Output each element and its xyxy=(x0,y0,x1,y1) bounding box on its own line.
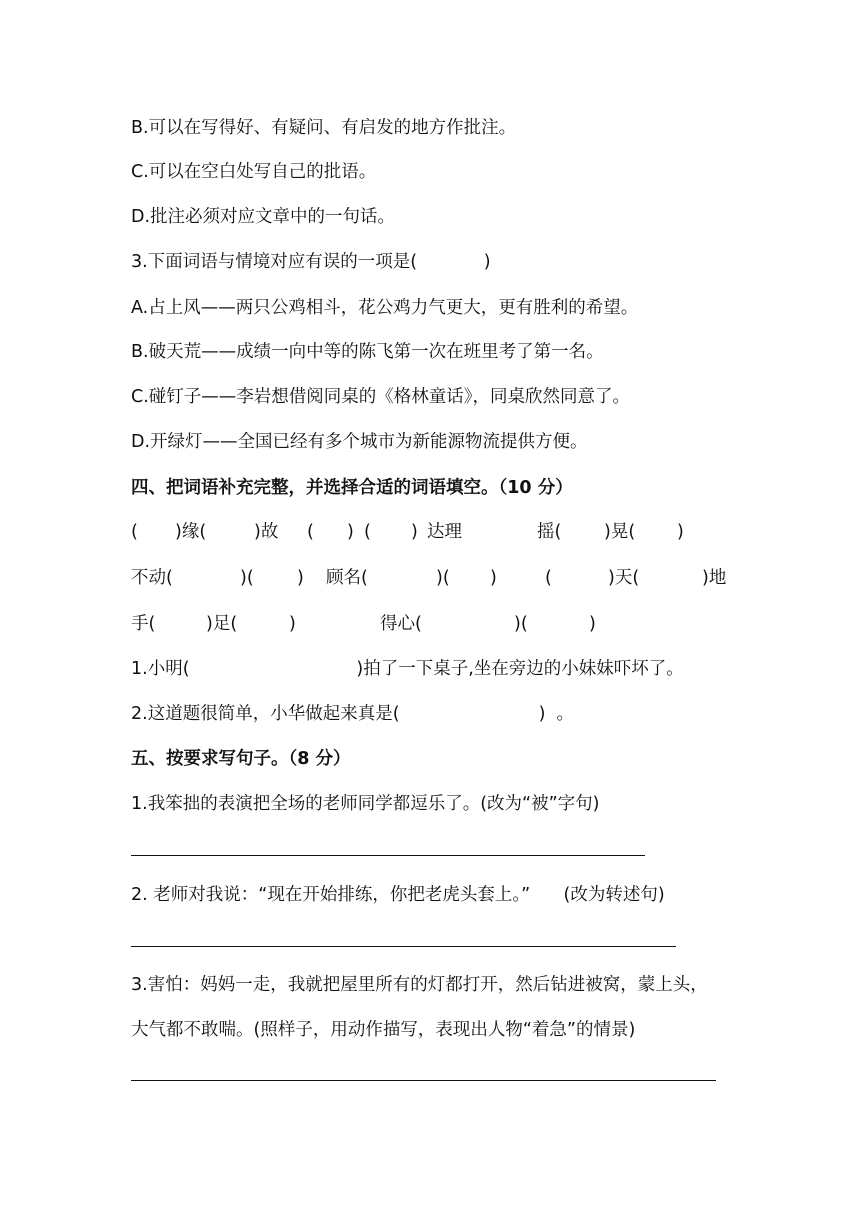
option-c: C.可以在空白处写自己的批语。 xyxy=(131,162,377,182)
word-fragment: 顾名( xyxy=(326,568,368,588)
word-fragment: )天( xyxy=(608,568,640,588)
word-fragment: ) xyxy=(347,522,354,542)
option-d: D.批注必须对应文章中的一句话。 xyxy=(131,207,396,227)
word-fragment: ) xyxy=(589,614,596,634)
section-4-title: 四、把词语补充完整，并选择合适的词语填空。（10 分） xyxy=(131,478,573,498)
word-fragment: ) xyxy=(411,522,418,542)
word-fragment: ) xyxy=(297,568,304,588)
question-3-stem: 3.下面词语与情境对应有误的一项是( ) xyxy=(131,252,491,272)
word-fragment: 摇( xyxy=(537,522,562,542)
answer-line-3[interactable] xyxy=(131,1080,716,1081)
word-fragment: )地 xyxy=(702,568,727,588)
q3-option-d: D.开绿灯——全国已经有多个城市为新能源物流提供方便。 xyxy=(131,432,588,452)
word-fragment: )( xyxy=(436,568,450,588)
word-fragment: )( xyxy=(514,614,528,634)
word-fragment: )足( xyxy=(206,614,238,634)
word-fragment: ( xyxy=(307,522,314,542)
fill-blank-2: 2.这道题很简单，小华做起来真是( ) 。 xyxy=(131,704,575,724)
sentence-task-3-line-1: 3.害怕：妈妈一走，我就把屋里所有的灯都打开，然后钻进被窝，蒙上头， xyxy=(131,975,708,995)
q3-option-a: A.占上风——两只公鸡相斗，花公鸡力气更大，更有胜利的希望。 xyxy=(131,298,639,318)
sentence-task-2: 2. 老师对我说：“现在开始排练，你把老虎头套上。” (改为转述句) xyxy=(131,885,665,905)
word-fragment: ( xyxy=(364,522,371,542)
fill-blank-1: 1.小明( )拍了一下桌子,坐在旁边的小妹妹吓坏了。 xyxy=(131,659,684,679)
word-fragment: ) xyxy=(490,568,497,588)
word-fragment: 得心( xyxy=(380,614,422,634)
word-fragment: )( xyxy=(240,568,254,588)
sentence-task-3-line-2: 大气都不敢喘。(照样子，用动作描写，表现出人物“着急”的情景) xyxy=(131,1020,636,1040)
word-fragment: ) xyxy=(677,522,684,542)
word-fragment: 手( xyxy=(131,614,156,634)
word-fragment: )缘( xyxy=(175,522,207,542)
q3-option-b: B.破天荒——成绩一向中等的陈飞第一次在班里考了第一名。 xyxy=(131,342,604,362)
word-fragment: ( xyxy=(131,522,138,542)
word-fragment: )故 xyxy=(254,522,279,542)
word-fragment: ( xyxy=(545,568,552,588)
word-fragment: 不动( xyxy=(131,568,173,588)
sentence-task-1: 1.我笨拙的表演把全场的老师同学都逗乐了。(改为“被”字句) xyxy=(131,794,600,814)
section-5-title: 五、按要求写句子。（8 分） xyxy=(131,749,351,769)
option-b: B.可以在写得好、有疑问、有启发的地方作批注。 xyxy=(131,118,517,138)
word-fragment: 达理 xyxy=(427,522,462,542)
word-fragment: )晃( xyxy=(604,522,636,542)
answer-line-2[interactable] xyxy=(131,946,676,947)
q3-option-c: C.碰钉子——李岩想借阅同桌的《格林童话》，同桌欣然同意了。 xyxy=(131,387,631,407)
word-fragment: ) xyxy=(289,614,296,634)
answer-line-1[interactable] xyxy=(131,855,645,856)
